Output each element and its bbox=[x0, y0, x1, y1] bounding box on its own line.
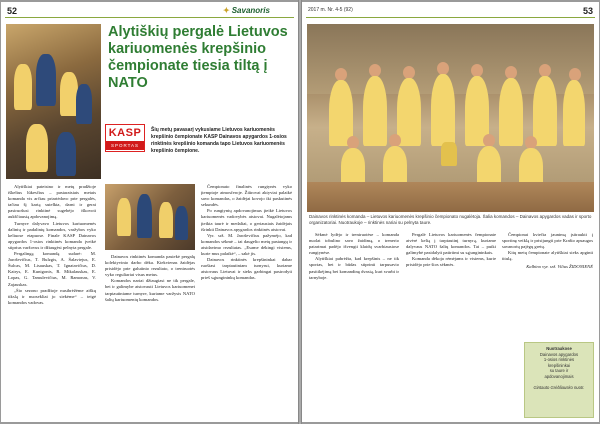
right-column-3 bbox=[502, 232, 593, 271]
article-headline: Alytiškių pergalė Lietuvos kariuomenės krepšinio čempionate tiesia tiltą į NATO bbox=[108, 24, 288, 91]
paragraph: Dainavos rinktinės komanda pasiekė pergalę kolektyvinio darbo dėka. Kiekvienas žaidėjas prisidėjo prie galutinio rezultato, o treniruotės vyko reguliariai visus metus. bbox=[105, 254, 195, 278]
info-box-title: Nuotraukose bbox=[546, 346, 572, 351]
info-box-line: su taure ir bbox=[549, 368, 569, 374]
info-box bbox=[524, 342, 594, 418]
page-number: 52 bbox=[7, 6, 18, 16]
info-box-line: apdovanojimais bbox=[544, 373, 574, 379]
kasp-logo-text: KASP bbox=[108, 127, 142, 139]
photo-caption: Dainavos rinktinės komanda – Lietuvos kariuomenės krepšinio čempionato nugalėtoja. Šalia komandos – Dainavos apygardos vadas ir sporto organizatoriai. Nuotraukoje – rinktinės nariai su pelnyta taure. bbox=[309, 214, 592, 225]
game-photo-small bbox=[105, 184, 195, 250]
header-rule bbox=[306, 17, 595, 18]
paragraph: Dainavos rinktinės krepšininkai dabar ruošiasi tarptautiniam turnyrui, kuriame atstovaus Lietuvai ir sieks garbingai pasirodyti prieš sąjungininkų komandas. bbox=[201, 257, 292, 281]
kasp-logo-subtext: SPORTAS bbox=[106, 141, 144, 150]
issue-label: 2017 m. Nr. 4-5 (92) bbox=[308, 7, 353, 13]
paragraph: Čempionato finalinės rungtynės vyko įtemptoje atmosferoje. Žiūrovai aktyviai palaikė savo komandas, o žaidėjai kovojo iki paskutinės sekundės. bbox=[201, 184, 292, 208]
page-number: 53 bbox=[582, 6, 593, 16]
info-box-line: krepšininkai bbox=[547, 362, 571, 368]
paragraph: Kitų metų čempionate alytiškiai sieks apginti titulą. bbox=[502, 250, 593, 262]
paragraph: Čempionai kviečia jaunimą įsitraukti į sportinę veiklą ir prisijungti prie Krašto apsaugos savanorių pajėgų gretų. bbox=[502, 232, 593, 250]
right-page bbox=[302, 2, 599, 422]
paragraph: Pergalingą komandą sudarė: M. Jaroševičius, T. Bulzgis, A. Šalaviejus, E. Šulcas, M. Lisauskas, T. Ignatavičius, D. Kairys, E. Kunigonis, R. Mikalauskas, E. Lopas, G. Tamulevičius, M. Ramonas, V. Zajauskas. bbox=[8, 251, 96, 287]
right-column-1 bbox=[309, 232, 399, 281]
author-signature: Kalbino vyr. srž. Vilius ŽIDONIENĖ bbox=[526, 264, 593, 270]
paragraph: Vyr. srž. M. Jaroševičius pažymėjo, kad komandos sėkmė – tai daugelio metų pastangų ir atsidavimo rezultatas. „Esame dėkingi visiems, kurie mus palaikė“, – sakė jis. bbox=[201, 232, 292, 257]
header-rule bbox=[5, 17, 294, 18]
magazine-brand: ✦ Savanoris bbox=[223, 6, 270, 15]
paragraph: Alytiškiai pabrėžia, kad krepšinis – ne tik sportas, bet ir būdas stiprinti tarpusavio pasitikėjimą bei komandinę dvasią, kuri svarbi ir tarnyboje. bbox=[309, 256, 399, 280]
kasp-sport-logo bbox=[105, 124, 145, 152]
basketball-action-photo bbox=[6, 24, 101, 179]
paragraph: Komandos nariai džiaugiasi ne tik pergale, bet ir galimybe atstovauti Lietuvos kariuomenei tarptautiniame turnyre, kuriame varžysis NATO šalių kariuomenių komandos. bbox=[105, 278, 195, 302]
paragraph: „Šio sezono pradžioje nusibrėžėme aiškų tikslą ir nuosekliai jo siekėme“ – teigė komandos vadovas. bbox=[8, 287, 96, 305]
info-box-line: Dainavos apygardos bbox=[539, 351, 579, 357]
paragraph: Sėkmė lydėjo ir treniruotėse – komanda nuolat tobulino savo žaidimą, o trenerio patarimai padėjo išvengti klaidų svarbiausiose rungtynėse. bbox=[309, 232, 399, 256]
paragraph: Pergalė Lietuvos kariuomenės čempionate atvėrė kelią į tarptautinį turnyrą, kuriame dalyvaus NATO šalių komandos. Tai – puiki galimybė pasidalyti patirtimi su sąjungininkais. bbox=[406, 232, 496, 256]
left-column-1 bbox=[8, 184, 96, 306]
right-column-2 bbox=[406, 232, 496, 269]
paragraph: Komanda dėkoja rėmėjams ir visiems, kurie prisidėjo prie šios sėkmės. bbox=[406, 256, 496, 268]
team-photo bbox=[307, 24, 594, 212]
left-column-2 bbox=[105, 254, 195, 303]
paragraph: Turnyre dalyvavo Lietuvos kariuomenės dalinių ir padalinių komandos, varžybos vyko keliuose etapuose. Finale KASP Dainavos apygardos 1-osios rinktinės komanda įveikė stiprius varžovus ir džiaugėsi pelnyta pergale. bbox=[8, 220, 96, 250]
left-page bbox=[1, 2, 298, 422]
paragraph: Alytiškiai pateisino ir metų pradžioje iškeltus lūkesčius – pastaraisiais metais komanda vis arčiau priartėdavo prie pergalės, tačiau šį kartą sutelkta, darni ir gerai pasiruošusi rinktinė sugebėjo iškovoti aukščiausią apdovanojimą. bbox=[8, 184, 96, 220]
article-lead: Šių metų pavasarį vykusiame Lietuvos kariuomenės krepšinio čempionate KASP Dainavos apygardos 1-osios rinktinės krepšinio komanda tapo Lietuvos kariuomenės krepšinio čempione. bbox=[151, 127, 287, 154]
info-box-line: 1-osios rinktinės bbox=[543, 357, 575, 363]
photo-credit: Gintauto Grėbliausko nuotr. bbox=[533, 385, 585, 391]
left-column-3 bbox=[201, 184, 292, 282]
paragraph: Po rungtynių apdovanojimus įteikė Lietuvos kariuomenės vadovybės atstovai. Nugalėtojams įteikta taurė ir medaliai, o geriausiais žaidėjais išrinkti Dainavos apygardos rinktinės atstovai. bbox=[201, 208, 292, 232]
